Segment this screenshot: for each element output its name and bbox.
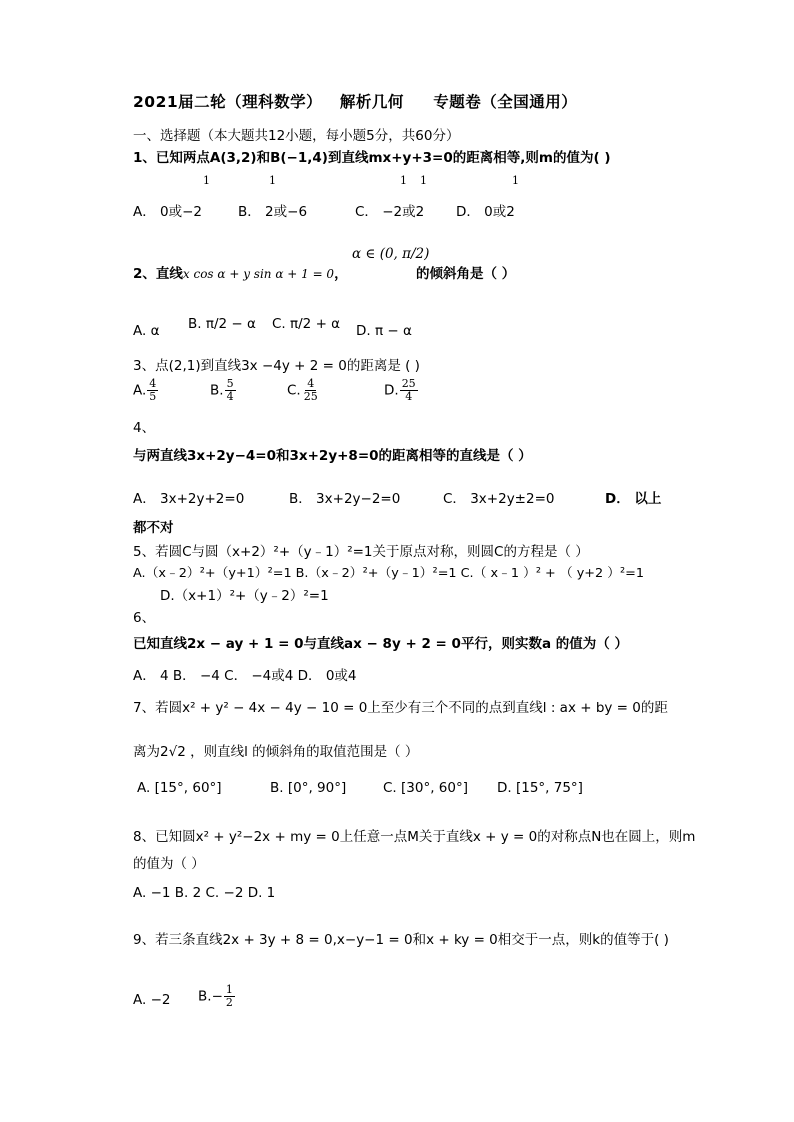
- q3-option-b: B. $\frac{5}{4}$: [210, 377, 234, 403]
- q1-fraction-numerator-b: 1: [269, 174, 276, 187]
- q7-option-a: A. [15°, 60°]: [137, 780, 222, 796]
- q3-option-a: A. $\frac{4}{5}$: [133, 377, 157, 403]
- q4-option-d: D． 以上: [605, 491, 662, 507]
- question-8-stem-line-1: 8、已知圆x² + y²−2x + my = 0上任意一点M关于直线x + y = 0的对称点N也在圆上，则m: [133, 829, 696, 845]
- q2-comma: ，: [334, 266, 348, 282]
- q7-option-b: B. [0°, 90°]: [270, 780, 347, 796]
- q4-option-b: B． 3x+2y−2=0: [289, 491, 401, 507]
- question-5-stem: 5、若圆C与圆（x+2）²+（y﹣1）²=1关于原点对称，则圆C的方程是（ ）: [133, 544, 589, 560]
- q4-option-d-continued: 都不对: [133, 520, 174, 536]
- q6-options: A． 4 B． −4 C． −4或4 D． 0或4: [133, 668, 357, 684]
- question-4-stem: 与两直线3x+2y−4=0和3x+2y+8=0的距离相等的直线是（ ）: [133, 448, 532, 464]
- q2-condition: α ∈ (0, π/2): [352, 246, 430, 262]
- question-3-stem: 3、点(2,1)到直线3x −4y + 2 = 0的距离是 ( ): [133, 358, 420, 374]
- q1-option-d: D． 0或2: [456, 204, 515, 220]
- q2-option-b: B. π/2 − α: [188, 316, 256, 332]
- q3-option-c: C. $\frac{4}{25}$: [287, 377, 318, 403]
- q7-option-c: C. [30°, 60°]: [383, 780, 468, 796]
- q4-option-c: C． 3x+2y±2=0: [443, 491, 555, 507]
- q2-option-c: C. π/2 + α: [272, 316, 341, 332]
- q2-stem-post: 的倾斜角是（ ）: [416, 266, 516, 282]
- q2-expression: x cos α + y sin α + 1 = 0: [182, 267, 335, 281]
- question-6-number: 6、: [133, 610, 156, 626]
- q1-option-c: C． −2或2: [355, 204, 425, 220]
- q2-stem-pre: 2、直线: [133, 266, 183, 282]
- q4-option-a: A． 3x+2y+2=0: [133, 491, 245, 507]
- q9-option-b: B.− $\frac{1}{2}$: [198, 983, 233, 1009]
- q1-fraction-numerator-c1: 1: [400, 174, 407, 187]
- q7-option-d: D. [15°, 75°]: [497, 780, 583, 796]
- section-heading: 一、选择题（本大题共12小题，每小题5分，共60分）: [133, 128, 460, 144]
- question-1-stem: 1、已知两点A(3,2)和B(−1,4)到直线mx+y+3=0的距离相等,则m的值为( ): [133, 150, 611, 166]
- question-8-stem-line-2: 的值为（ ）: [133, 856, 205, 872]
- q1-fraction-numerator-d: 1: [512, 174, 519, 187]
- q1-option-a: A． 0或−2: [133, 204, 203, 220]
- question-9-stem: 9、若三条直线2x + 3y + 8 = 0,x−y−1 = 0和x + ky = 0相交于一点，则k的值等于( ): [133, 932, 669, 948]
- question-2-stem: [133, 262, 348, 282]
- question-4-number: 4、: [133, 420, 156, 436]
- q3-option-d: D. $\frac{25}{4}$: [384, 377, 416, 403]
- q5-options-line-2: D.（x+1）²+（y﹣2）²=1: [160, 588, 329, 604]
- q2-option-d: D. π − α: [356, 323, 412, 339]
- q1-option-b: B． 2或−6: [238, 204, 308, 220]
- q8-options: A. −1 B. 2 C. −2 D. 1: [133, 885, 276, 901]
- q1-fraction-numerator-c2: 1: [420, 174, 427, 187]
- q1-fraction-numerator: 1: [203, 174, 210, 187]
- question-7-stem-line-1: 7、若圆x² + y² − 4x − 4y − 10 = 0上至少有三个不同的点到直线l : ax + by = 0的距: [133, 700, 668, 716]
- q5-options-line-1: A.（x﹣2）²+（y+1）²=1 B.（x﹣2）²+（y﹣1）²=1 C.（ x﹣1 ）² + （ y+2 ）²=1: [133, 566, 645, 581]
- page-title: 2021届二轮（理科数学） 解析几何 专题卷（全国通用）: [133, 93, 578, 111]
- question-6-stem: 已知直线2x − ay + 1 = 0与直线ax − 8y + 2 = 0平行，则实数a 的值为（ ）: [133, 636, 628, 652]
- q9-option-a: A. −2: [133, 992, 171, 1008]
- q2-option-a: A. α: [133, 323, 160, 339]
- question-7-stem-line-2: 离为2√2 ，则直线l 的倾斜角的取值范围是（ ）: [133, 744, 419, 760]
